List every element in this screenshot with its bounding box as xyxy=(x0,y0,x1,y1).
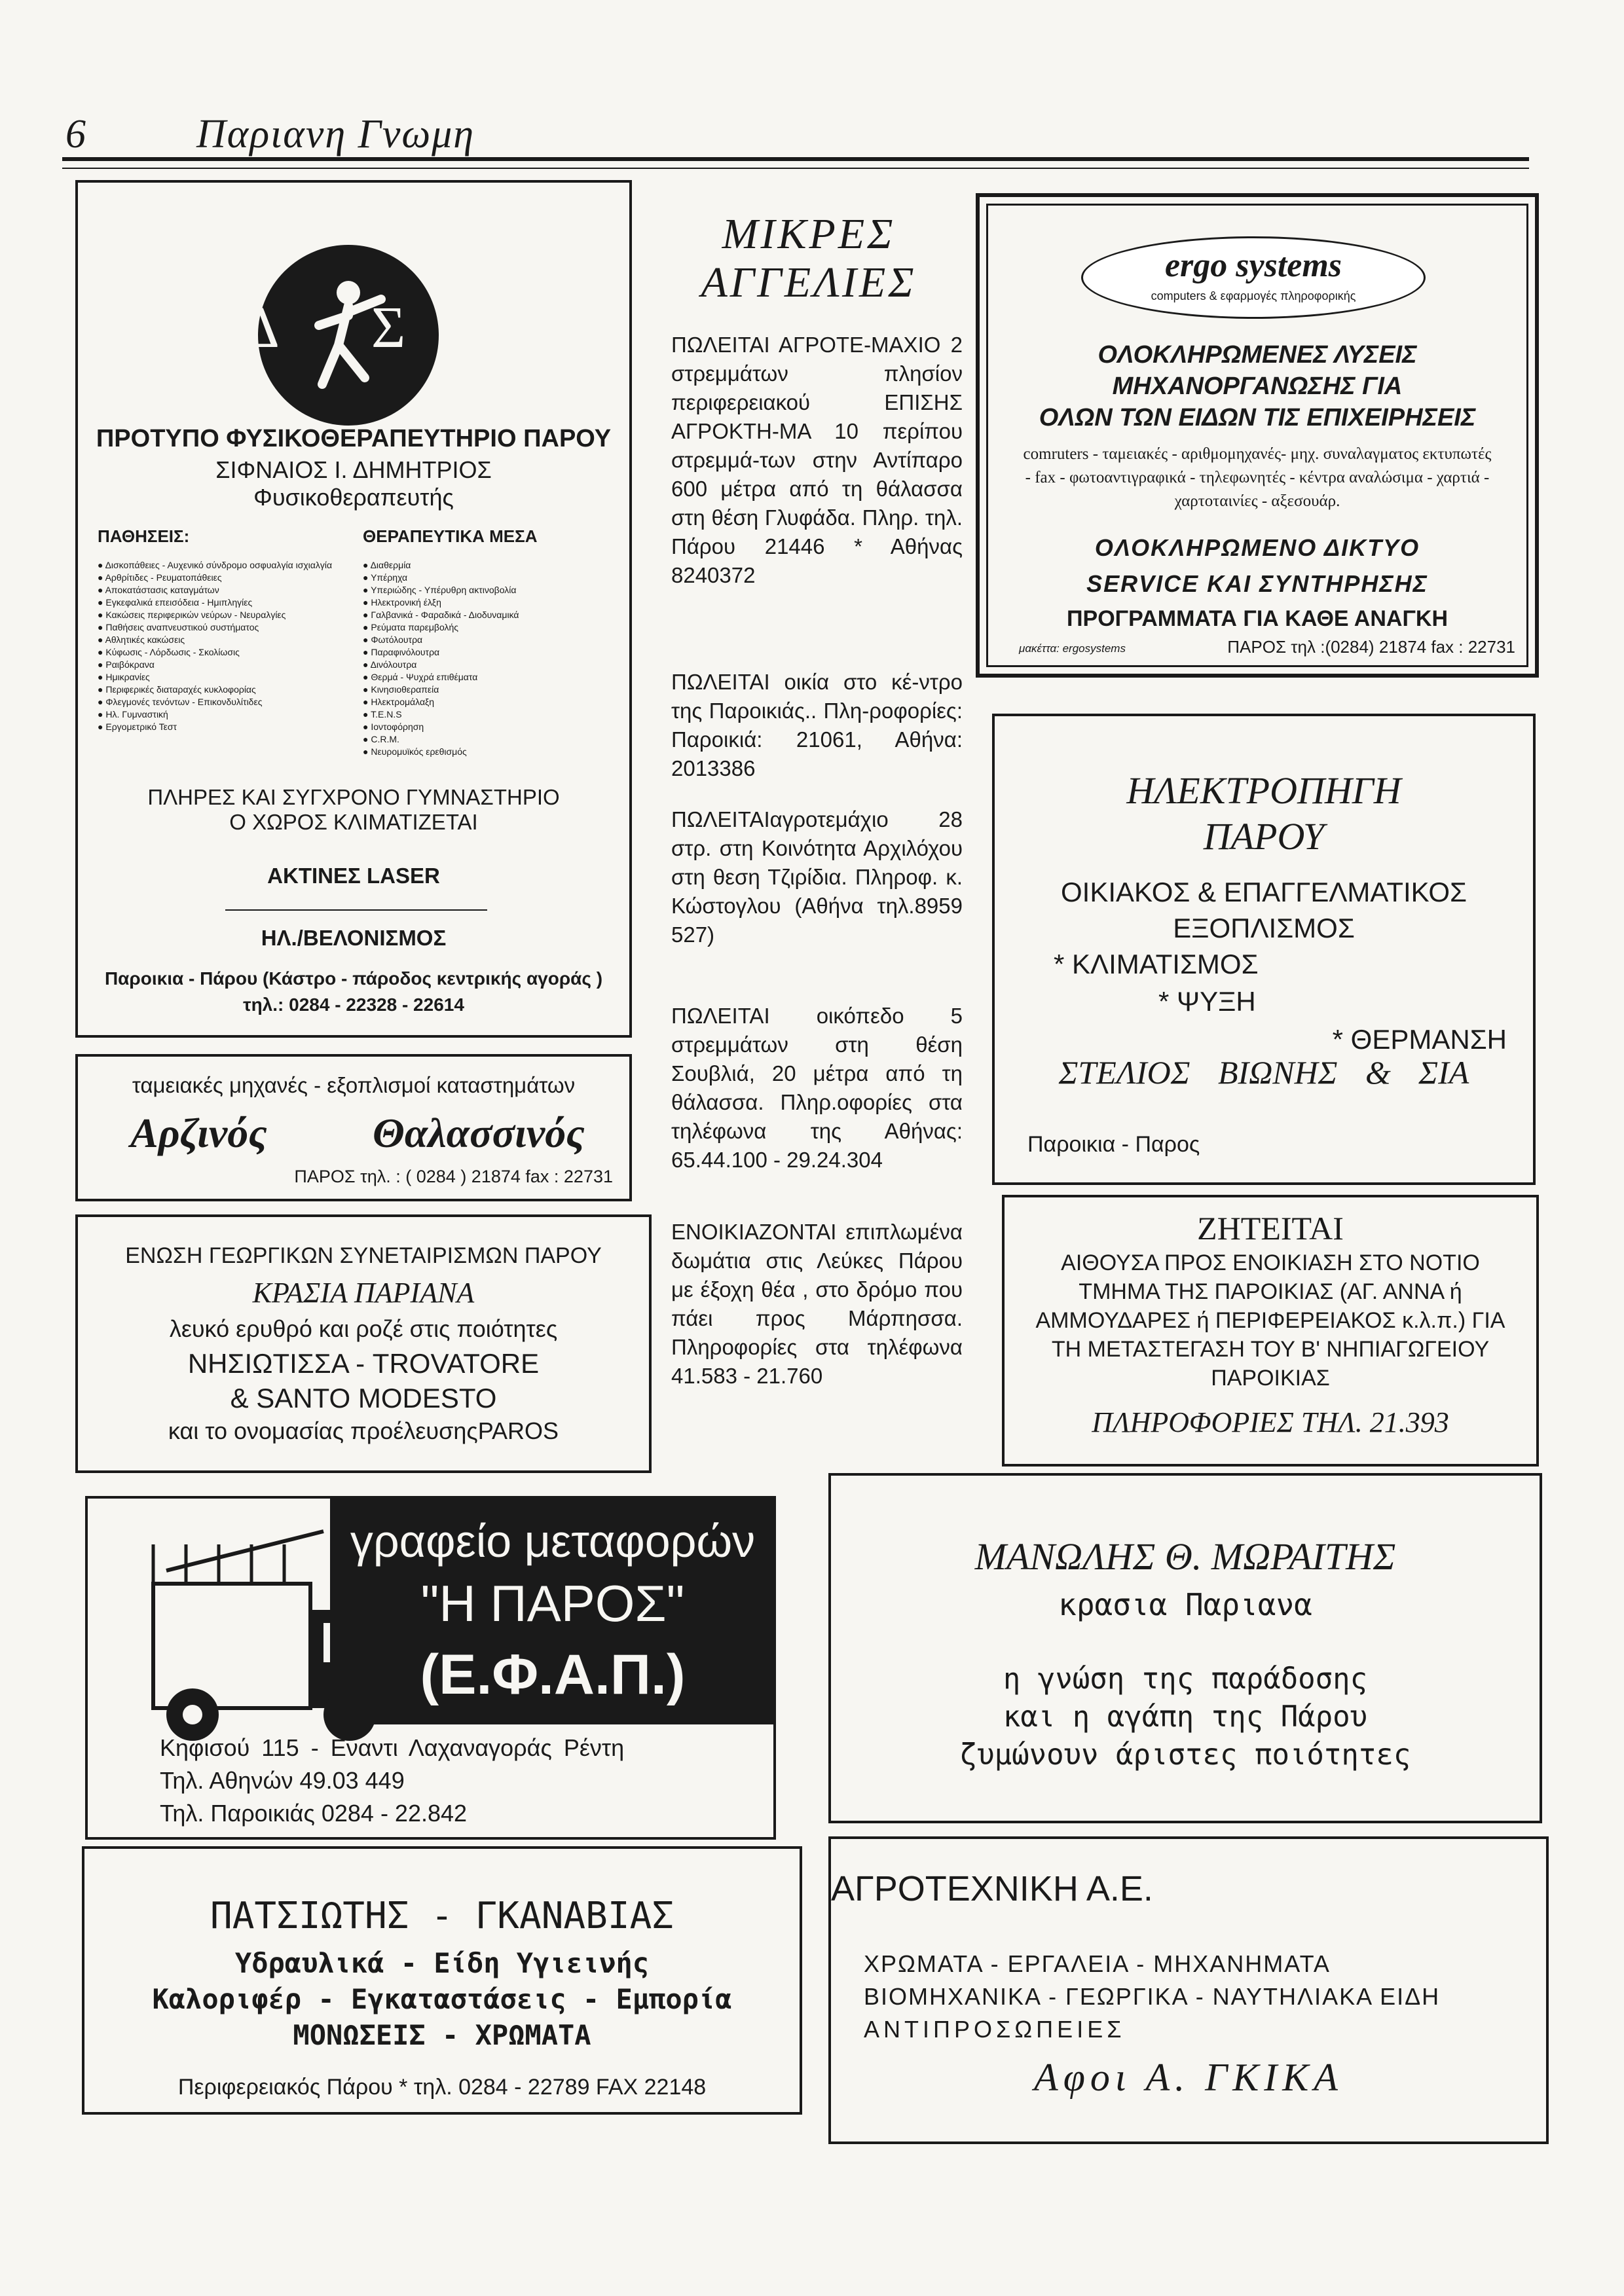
elektropigi-line-1: ΟΙΚΙΑΚΟΣ & ΕΠΑΓΓΕΛΜΑΤΙΚΟΣ xyxy=(1061,877,1467,907)
wanted-contact: ΠΛΗΡΟΦΟΡΙΕΣ ΤΗΛ. 21.393 xyxy=(1092,1406,1449,1438)
coop-line-2: ΚΡΑΣΙΑ ΠΑΡΙΑΝΑ xyxy=(252,1277,475,1309)
elektropigi-item-cooling: * ΨΥΞΗ xyxy=(1158,986,1256,1017)
coop-line-6: και το ονομασίας προέλευσηςPAROS xyxy=(168,1417,559,1444)
ergo-footer-credit: μακέττα: ergosystems xyxy=(1019,642,1126,655)
agrotechniki-owner: Αφοι Α. ΓΚΙΚΑ xyxy=(1034,2056,1343,2099)
coop-wine-ad xyxy=(75,1214,652,1473)
page-number: 6 xyxy=(65,112,86,156)
moraitis-name: ΜΑΝΩΛΗΣ Θ. ΜΩΡΑΙΤΗΣ xyxy=(974,1535,1396,1578)
coop-line-3: λευκό ερυθρό και ροζέ στις ποιότητες xyxy=(169,1315,558,1342)
therapies-heading: ΘΕΡΑΠΕΥΤΙΚΑ ΜΕΣΑ xyxy=(363,526,538,546)
classifieds-column xyxy=(671,210,966,1467)
list-item: ● C.R.M. xyxy=(363,733,612,746)
ergo-products: comruters - ταμειακές - αριθμομηχανές- μηχ. συναλαγματος εκτυπωτές - fax - φωτοαντιγραφικά - τηλεφωνητές - κέντρα αναλώσιμα - χαρτιά - χαρτοταινίες - αξεσουάρ. xyxy=(1023,445,1492,510)
list-item: ● Περιφερικές διαταραχές κυκλοφορίας xyxy=(98,683,333,696)
elektropigi-title-2: ΠΑΡΟΥ xyxy=(1203,815,1325,858)
list-item: ● Εργομετρικό Τεστ xyxy=(98,721,333,733)
physio-role: Φυσικοθεραπευτής xyxy=(253,484,454,511)
physio-title: ΠΡΟΤΥΠΟ ΦΥΣΙΚΟΘΕΡΑΠΕΥΤΗΡΙΟ ΠΑΡΟΥ xyxy=(96,425,612,452)
list-item: ● Γαλβανικά - Φαραδικά - Διοδυναμικά xyxy=(363,609,612,621)
classified-item: ΠΩΛΕΙΤΑΙ ΑΓΡΟΤΕ-ΜΑΧΙΟ 2 στρεμμάτων πλησίον περιφερειακού ΕΠΙΣΗΣ ΑΓΡΟΚΤΗ-ΜΑ 10 περίπου στρεμμά-των στην Αντίπαρο 600 μέτρα από τη θάλασσα στη θέση Γλυφάδα. Πληρ. τηλ. Πάρου 21446 * Αθήνας 8240372 xyxy=(671,333,963,587)
air-con-line: Ο ΧΩΡΟΣ ΚΛΙΜΑΤΙΖΕΤΑΙ xyxy=(229,810,478,834)
ergo-logo xyxy=(1081,236,1426,319)
list-item: ● Ηλεκτρομάλαξη xyxy=(363,696,612,708)
patsiotis-contact: Περιφερειακός Πάρου * τηλ. 0284 - 22789 FAX 22148 xyxy=(177,2075,707,2100)
classified-item: ΠΩΛΕΙΤΑΙ οικόπεδο 5 στρεμμάτων στη θέση Σουβλιά, 20 μέτρα από τη θάλασσα. Πληρ.οφορίες στα τηλέφωνα της Αθήνας: 65.44.100 - 29.24.304 xyxy=(671,1004,963,1172)
moraitis-slogan-3: ζυμώνουν άριστες ποιότητες xyxy=(959,1738,1411,1772)
elektropigi-owner: ΣΤΕΛΙΟΣ ΒΙΩΝΗΣ & ΣΙΑ xyxy=(1058,1054,1469,1091)
list-item: ● Αρθρίτιδες - Ρευματοπάθειες xyxy=(98,572,333,584)
list-item: ● Φλεγμονές τενόντων - Επικονδυλίτιδες xyxy=(98,696,333,708)
cashreg-name-1: Αρζινός xyxy=(130,1110,267,1156)
acupuncture-line: ΗΛ./ΒΕΛΟΝΙΣΜΟΣ xyxy=(261,926,447,950)
list-item: ● Ηλεκτρονική έλξη xyxy=(363,596,612,609)
transport-address: Κηφισού 115 - Εναντι Λαχαναγοράς Ρέντη xyxy=(160,1734,625,1761)
list-item: ● Θερμά - Ψυχρά επιθέματα xyxy=(363,671,612,683)
list-item: ● T.E.N.S xyxy=(363,708,612,721)
list-item: ● Υπέρηχα xyxy=(363,572,612,584)
conditions-list xyxy=(98,559,333,733)
agrotechniki-line-3: ΑΝΤΙΠΡΟΣΩΠΕΙΕΣ xyxy=(864,2016,1126,2043)
ergo-line-4: ΟΛΟΚΛΗΡΩΜΕΝΟ ΔΙΚΤΥΟ xyxy=(1094,534,1420,561)
ergo-line-1: ΟΛΟΚΛΗΡΩΜΕΝΕΣ ΛΥΣΕΙΣ xyxy=(1098,341,1417,369)
list-item: ● Εγκεφαλικά επεισόδεια - Ημιπληγίες xyxy=(98,596,333,609)
list-item: ● Φωτόλουτρα xyxy=(363,634,612,646)
cashreg-name-2: Θαλασσινός xyxy=(373,1110,585,1156)
moraitis-slogan-2: και η αγάπη της Πάρου xyxy=(1003,1700,1368,1734)
elektropigi-ad xyxy=(992,714,1536,1185)
agrotechniki-line-2: ΒΙΟΜΗΧΑΝΙΚΑ - ΓΕΩΡΓΙΚΑ - ΝΑΥΤΗΛΙΑΚΑ ΕΙΔΗ xyxy=(864,1983,1441,2010)
elektropigi-line-2: ΕΞΟΠΛΙΣΜΟΣ xyxy=(1173,913,1355,943)
patsiotis-ad xyxy=(82,1846,802,2115)
list-item: ● Ρεύματα παρεμβολής xyxy=(363,621,612,634)
classified-item: ΕΝΟΙΚΙΑΖΟΝΤΑΙ επιπλωμένα δωμάτια στις Λεύκες Πάρου με έξοχη θέα , στο δρόμο που πάει προς Μάρπησσα. Πληροφορίες στα τηλέφωνα 41.583 - 21.760 xyxy=(671,1220,963,1388)
transport-phone-paros: Τηλ. Παροικιάς 0284 - 22.842 xyxy=(160,1800,468,1827)
therapies-list xyxy=(363,559,612,758)
list-item: ● Ημικρανίες xyxy=(98,671,333,683)
ergo-systems-ad xyxy=(976,193,1539,678)
list-item: ● Δινόλουτρα xyxy=(363,659,612,671)
ergo-line-3: ΟΛΩΝ ΤΩΝ ΕΙΔΩΝ ΤΙΣ ΕΠΙΧΕΙΡΗΣΕΙΣ xyxy=(1039,404,1476,431)
list-item: ● Κύφωσις - Λόρδωσις - Σκολίωσις xyxy=(98,646,333,659)
patsiotis-line-2: Καλοριφέρ - Εγκαταστάσεις - Εμπορία xyxy=(152,1983,732,2015)
wanted-ad xyxy=(1002,1195,1539,1467)
list-item: ● Κακώσεις περιφερικών νεύρων - Νευραλγίες xyxy=(98,609,333,621)
classified-item: ΠΩΛΕΙΤΑΙ οικία στο κέ-ντρο της Παροικιάς.. Πλη-ροφορίες: Παροικιά: 21061, Αθήνα: 2013386 xyxy=(671,670,963,780)
list-item: ● Αποκατάστασις καταγμάτων xyxy=(98,584,333,596)
ergo-logo-main: ergo systems xyxy=(1164,247,1342,284)
list-item: ● Νευρομυϊκός ερεθισμός xyxy=(363,746,612,758)
list-item: ● Διαθερμία xyxy=(363,559,612,572)
wanted-title: ΖΗΤΕΙΤΑΙ xyxy=(1197,1210,1344,1247)
wanted-body: ΑΙΘΟΥΣΑ ΠΡΟΣ ΕΝΟΙΚΙΑΣΗ ΣΤΟ ΝΟΤΙΟ ΤΜΗΜΑ ΤΗΣ ΠΑΡΟΙΚΙΑΣ (ΑΓ. ΑΝΝΑ ή ΑΜΜΟΥΔΑΡΕΣ ή ΠΕΡΙΦΕΡΕΙΑΚΟΣ κ.λ.π.) ΓΙΑ ΤΗ ΜΕΤΑΣΤΕΓΑΣΗ ΤΟΥ Β' ΝΗΠΙΑΓΩΓΕΙΟΥ ΠΑΡΟΙΚΙΑΣ xyxy=(1035,1250,1505,1391)
elektropigi-item-heating: * ΘΕΡΜΑΝΣΗ xyxy=(1332,1024,1507,1055)
transport-office-ad xyxy=(85,1496,776,1840)
agrotechniki-ad xyxy=(828,1836,1549,2144)
ergo-logo-sub: computers & εφαρμογές πληροφορικής xyxy=(1151,289,1356,302)
list-item: ● Παθήσεις αναπνευστικού συστήματος xyxy=(98,621,333,634)
transport-banner-line-2: "Η ΠΑΡΟΣ" xyxy=(420,1575,685,1632)
list-item: ● Ραιβόκρανα xyxy=(98,659,333,671)
elektropigi-title-1: ΗΛΕΚΤΡΟΠΗΓΗ xyxy=(1126,769,1401,812)
patsiotis-line-1: Υδραυλικά - Είδη Υγιεινής xyxy=(234,1947,650,1979)
ergo-line-5: SERVICE ΚΑΙ ΣΥΝΤΗΡΗΣΗΣ xyxy=(1086,570,1428,597)
ergo-line-6: ΠΡΟΓΡΑΜΜΑΤΑ ΓΙΑ ΚΑΘΕ ΑΝΑΓΚΗ xyxy=(1066,606,1449,631)
coop-line-5: & SANTO MODESTO xyxy=(230,1383,497,1413)
classified-item: ΠΩΛΕΙΤΑΙαγροτεμάχιο 28 στρ. στη Κοινότητα Αρχιλόχου στη θεση Τζιρίδια. Πληροφ. κ. Κώστογλου (Αθήνα τηλ.8959 527) xyxy=(671,807,963,947)
physio-address: Παροικια - Πάρου (Κάστρο - πάροδος κεντρικής αγοράς ) xyxy=(104,968,603,989)
transport-banner-line-1: γραφείο μεταφορών xyxy=(350,1516,756,1567)
physiotherapy-ad xyxy=(75,180,632,1038)
cashreg-tagline: ταμειακές μηχανές - εξοπλισμοί καταστημάτων xyxy=(132,1073,576,1097)
coop-line-4: ΝΗΣΙΩΤΙΣΣΑ - TROVATORE xyxy=(187,1348,540,1379)
header-rule xyxy=(62,157,1529,161)
list-item: ● Κινησιοθεραπεία xyxy=(363,683,612,696)
list-item: ● Παραφινόλουτρα xyxy=(363,646,612,659)
moraitis-product: κρασια Παριανα xyxy=(1058,1587,1312,1622)
moraitis-slogan-1: η γνώση της παράδοσης xyxy=(1003,1662,1368,1696)
agrotechniki-name: ΑΓΡΟΤΕΧΝΙΚΗ Α.Ε. xyxy=(831,1869,1153,1908)
elektropigi-location: Παροικια - Παρος xyxy=(1027,1132,1200,1157)
transport-phone-athens: Τηλ. Αθηνών 49.03 449 xyxy=(160,1767,405,1794)
conditions-heading: ΠΑΘΗΣΕΙΣ: xyxy=(98,526,190,546)
cashreg-contact: ΠΑΡΟΣ τηλ. : ( 0284 ) 21874 fax : 22731 xyxy=(294,1167,613,1186)
moraitis-wine-ad xyxy=(828,1473,1542,1823)
classifieds-heading-1: ΜΙΚΡΕΣ xyxy=(722,210,896,258)
elektropigi-item-aircon: * ΚΛΙΜΑΤΙΣΜΟΣ xyxy=(1054,949,1259,979)
coop-line-1: ΕΝΩΣΗ ΓΕΩΡΓΙΚΩΝ ΣΥΝΕΤΑΙΡΙΣΜΩΝ ΠΑΡΟΥ xyxy=(125,1243,602,1268)
physio-phone: τηλ.: 0284 - 22328 - 22614 xyxy=(243,994,464,1015)
classifieds-heading-2: ΑΓΓΕΛΙΕΣ xyxy=(701,259,917,306)
header-rule-thin xyxy=(62,168,1529,169)
list-item: ● Ηλ. Γυμναστική xyxy=(98,708,333,721)
physio-owner: ΣΙΦΝΑΙΟΣ Ι. ΔΗΜΗΤΡΙΟΣ xyxy=(215,456,492,483)
newspaper-title: Παριανη Γνωμη xyxy=(196,112,475,156)
cash-register-ad xyxy=(75,1054,632,1201)
laser-line: ΑΚΤΙΝΕΣ LASER xyxy=(267,864,440,888)
divider xyxy=(225,909,487,911)
logo-letters: ΔΣ xyxy=(242,295,498,360)
list-item: ● Δισκοπάθειες - Αυχενικό σύνδρομο οσφυαλγία ισχιαλγία xyxy=(98,559,333,572)
transport-banner xyxy=(330,1499,775,1724)
list-item: ● Ιοντοφόρηση xyxy=(363,721,612,733)
ergo-footer-contact: ΠΑΡΟΣ τηλ :(0284) 21874 fax : 22731 xyxy=(1227,637,1515,657)
patsiotis-line-3: ΜΟΝΩΣΕΙΣ - ΧΡΩΜΑΤΑ xyxy=(293,2019,591,2051)
gym-line: ΠΛΗΡΕΣ ΚΑΙ ΣΥΓΧΡΟΝΟ ΓΥΜΝΑΣΤΗΡΙΟ xyxy=(147,785,560,809)
agrotechniki-line-1: ΧΡΩΜΑΤΑ - ΕΡΓΑΛΕΙΑ - ΜΗΧΑΝΗΜΑΤΑ xyxy=(864,1950,1331,1977)
ergo-line-2: ΜΗΧΑΝΟΡΓΑΝΩΣΗΣ ΓΙΑ xyxy=(1112,373,1403,400)
list-item: ● Υπεριώδης - Υπέρυθρη ακτινοβολία xyxy=(363,584,612,596)
list-item: ● Αθλητικές κακώσεις xyxy=(98,634,333,646)
transport-banner-line-3: (Ε.Φ.Α.Π.) xyxy=(420,1643,686,1706)
patsiotis-name: ΠΑΤΣΙΩΤΗΣ - ΓΚΑΝΑΒΙΑΣ xyxy=(210,1895,674,1937)
